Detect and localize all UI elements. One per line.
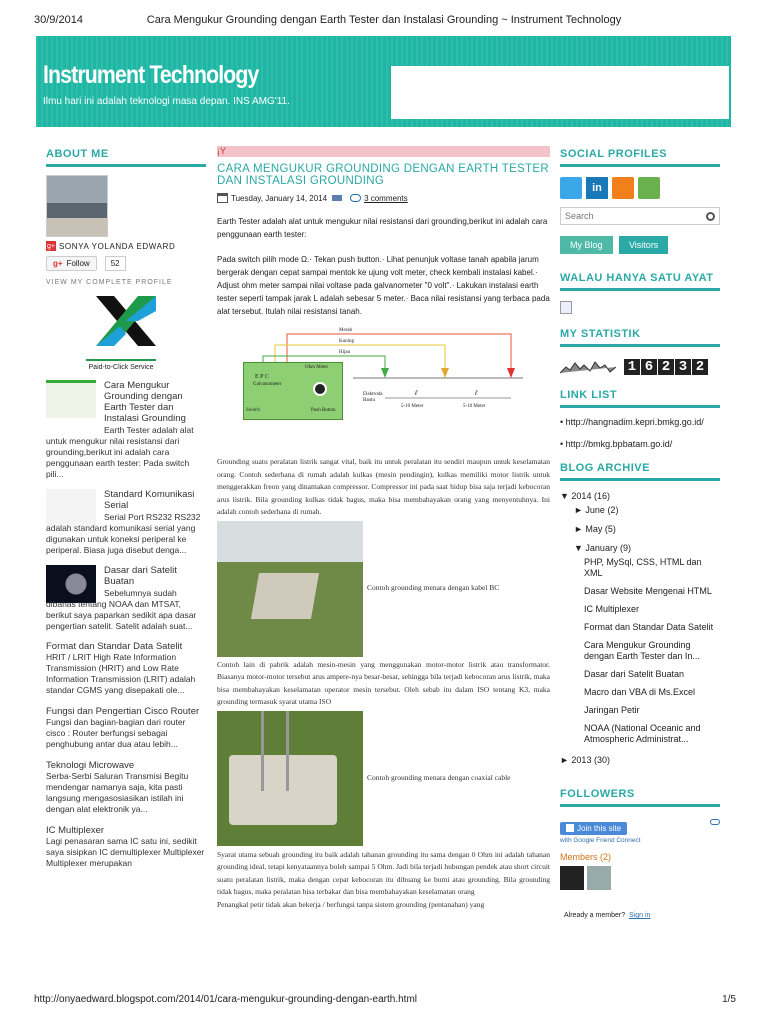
- visitor-counter: [624, 359, 708, 375]
- collapse-arrow-icon[interactable]: ▼: [560, 491, 572, 501]
- popular-post-title[interactable]: Format dan Standar Data Satelit: [46, 641, 183, 652]
- archive-post[interactable]: Macro dan VBA di Ms.Excel: [584, 687, 696, 697]
- counter-digit: 2: [692, 359, 708, 375]
- gplus-icon: g+: [53, 259, 63, 268]
- broken-image-icon: [560, 301, 572, 314]
- archive-month-june[interactable]: June (2): [585, 505, 619, 515]
- join-site-button[interactable]: [560, 822, 627, 835]
- print-url: http://onyaedward.blogspot.com/2014/01/cara-mengukur-grounding-dengan-earth.html: [34, 994, 418, 1005]
- visitor-graph-icon: [560, 357, 616, 377]
- counter-digit: 6: [641, 359, 657, 375]
- tab-visitors[interactable]: Visitors: [619, 236, 668, 254]
- label-epc: E P C: [255, 374, 269, 380]
- post-date: Tuesday, January 14, 2014: [231, 193, 328, 203]
- popular-post[interactable]: [46, 825, 206, 869]
- google-plus-icon: g+: [47, 242, 55, 250]
- popular-post-snippet: Serial Port RS232 RS232 adalah standard komunikasi serial yang digunakan untuk koneksi periperal ke periperal. Biasa juga disebut denga...: [46, 512, 201, 555]
- label-l1: ℓ: [415, 390, 418, 397]
- popular-post-title[interactable]: Dasar dari Satelit Buatan: [104, 565, 177, 587]
- post-paragraph-6: Penangkal petir tidak akan bekerja / berfungsi tanpa sistem grounding (pentanahan) yang: [217, 899, 485, 909]
- join-label: Join this site: [577, 823, 622, 833]
- archive-post[interactable]: IC Multiplexer: [584, 604, 640, 614]
- members-label: Members (2): [560, 852, 612, 862]
- walau-heading: WALAU HANYA SATU AYAT: [560, 272, 720, 291]
- blog-title[interactable]: Instrument Technology: [43, 61, 259, 89]
- post-paragraph-3: Grounding suatu peralatan listrik sangat vital, baik itu untuk peralatan itu sendiri maupun untuk keselamatan orang. Contoh sederhana di rumah adalah kulkas (mesin pendingin), kulkas memiliki motor listrik untuk menggerakkan freon yang dinamakan compressor. Compressor ini pada saat hidup bisa saja terjadi kebocoran arus listrik. Bila grounding kulkas tidak bagus, maka bisa membahayakan orang yang menyentuhnya. Ini adalah contoh sederhana di rumah.: [217, 457, 550, 516]
- label-switch: Switch: [246, 408, 260, 413]
- social-heading: SOCIAL PROFILES: [560, 148, 720, 167]
- label-distance-1: 5-10 Meter: [401, 404, 424, 409]
- popular-post-snippet: Earth Tester adalah alat untuk mengukur nilai resistansi dari grounding,berikut ini adalah cara penggunaan earth tester: Pada switch pili...: [46, 425, 194, 479]
- popular-post-title[interactable]: Cara Mengukur Grounding dengan Earth Tester dan Instalasi Grounding: [104, 380, 186, 424]
- linkedin-icon[interactable]: in: [586, 177, 608, 199]
- link-item[interactable]: http://hangnadim.kepri.bmkg.go.id/: [565, 417, 704, 427]
- rss-icon[interactable]: [612, 177, 634, 199]
- photo-2-caption: Contoh grounding menara dengan coaxial cable: [367, 772, 511, 782]
- blog-description: Ilmu hari ini adalah teknologi masa depan. INS AMG'11.: [43, 96, 290, 107]
- label-distance-2: 5-10 Meter: [463, 404, 486, 409]
- archive-month-may[interactable]: May (5): [585, 524, 616, 534]
- popular-post-snippet: Lagi penasaran sama IC satu ini, sedikit saya sisipkan IC demultiplexer Multiplexer Multiplexer merupakan: [46, 836, 205, 868]
- comments-link[interactable]: 3 comments: [364, 193, 408, 203]
- about-heading: ABOUT ME: [46, 148, 206, 167]
- ohm-dial-icon: [313, 382, 327, 396]
- archive-post[interactable]: Dasar dari Satelit Buatan: [584, 669, 685, 679]
- follow-label: Follow: [66, 259, 90, 268]
- earth-tester-diagram: [243, 328, 528, 428]
- popular-posts: [46, 380, 206, 869]
- label-merah: Merah: [339, 328, 353, 333]
- post-paragraph-4: Contoh lain di pabrik adalah mesin-mesin yang menggunakan motor-motor listrik atau transformator. Biasanya motor-motor tersebut arus ampere-nya besar-besar, sehingga bila terjadi kebocoran arus listrik, maka bisa membahayakan keselamatan operator mesin tersebut. Oleh sebab itu dalam ISO tentang K3, maka grounding termasuk syarat utama ISO: [217, 659, 550, 706]
- left-sidebar: [46, 148, 206, 879]
- archive-post[interactable]: Dasar Website Mengenai HTML: [584, 586, 712, 596]
- post-title[interactable]: CARA MENGUKUR GROUNDING DENGAN EARTH TESTER DAN INSTALASI GROUNDING: [217, 163, 549, 187]
- search-icon[interactable]: [706, 212, 715, 221]
- print-header: [0, 14, 768, 30]
- ptc-label: Paid-to-Click Service: [88, 364, 154, 371]
- link-item[interactable]: http://bmkg.bpbatam.go.id/: [565, 439, 673, 449]
- archive-post[interactable]: Cara Mengukur Grounding dengan Earth Tester dan In...: [584, 640, 700, 661]
- collapse-arrow-icon[interactable]: ▼: [574, 543, 586, 553]
- search-input[interactable]: [565, 211, 685, 221]
- bullet-icon: •: [560, 417, 566, 427]
- post-thumbnail[interactable]: [46, 380, 96, 418]
- right-sidebar: [560, 148, 720, 919]
- follow-button[interactable]: [46, 256, 97, 271]
- popular-post[interactable]: [46, 380, 206, 480]
- popular-post-title[interactable]: Standard Komunikasi Serial: [104, 489, 195, 511]
- expand-arrow-icon[interactable]: ►: [574, 505, 586, 515]
- archive-post[interactable]: NOAA (National Oceanic and Atmospheric Administrat...: [584, 723, 701, 744]
- header-banner: [391, 66, 729, 119]
- label-elektroda: Elektroda Bantu: [363, 392, 383, 403]
- print-title: Cara Mengukur Grounding dengan Earth Tester dan Instalasi Grounding ~ Instrument Technology: [146, 14, 622, 26]
- profile-photo[interactable]: [46, 175, 108, 237]
- archive-year-2013[interactable]: 2013 (30): [571, 755, 610, 765]
- marquee-bar: ¡Y: [217, 146, 550, 157]
- post-steps: Pada switch pilih mode Ω.· Tekan push button.· Lihat penunjuk voltase tanah apabila jarum bergerak dengan cepat sampai mentok ke ujung volt meter, check kembali instalasi kabel.· Adjust ohm meter sampai nilai voltase pada galvanometer "0 volt".· Lakukan instalasi earth tester seperti tampak jarak L adalah sebesar 5 meter.· Baca nilai resistansi yang terbaca pada alat tersebut. Itulah nilai resistansi tanah.: [217, 255, 550, 316]
- label-ohm-meter: Ohm Meter: [305, 365, 329, 370]
- statistik-heading: MY STATISTIK: [560, 328, 720, 347]
- counter-digit: 2: [658, 359, 674, 375]
- followers-heading: FOLLOWERS: [560, 788, 720, 807]
- expand-arrow-icon[interactable]: ►: [574, 524, 586, 534]
- popular-post[interactable]: [46, 489, 206, 556]
- label-kuning: Kuning: [339, 339, 354, 344]
- twitter-icon[interactable]: [560, 177, 582, 199]
- member-avatar[interactable]: [560, 866, 584, 890]
- profile-name[interactable]: SONYA YOLANDA EDWARD: [59, 241, 176, 251]
- tower-grounding-photo-1[interactable]: [217, 521, 363, 657]
- expand-arrow-icon[interactable]: ►: [560, 755, 572, 765]
- ptc-logo-icon: [86, 296, 166, 354]
- label-push-button: Push Button: [311, 408, 336, 413]
- print-date: 30/9/2014: [34, 14, 83, 26]
- gfc-icon: [566, 824, 574, 832]
- sign-in-link[interactable]: Sign in: [629, 912, 651, 919]
- archive-heading: BLOG ARCHIVE: [560, 462, 720, 481]
- popular-post[interactable]: [46, 565, 206, 632]
- popular-post-title[interactable]: IC Multiplexer: [46, 825, 105, 836]
- popular-post-snippet: HRIT / LRIT High Rate Information Transmission (HRIT) and Low Rate Information Transmission (LRIT) adalah standar CGMS yang disepakati ole...: [46, 652, 196, 695]
- popular-post[interactable]: [46, 706, 206, 750]
- archive-post[interactable]: Format dan Standar Data Satelit: [584, 622, 714, 632]
- view-profile-link[interactable]: VIEW MY COMPLETE PROFILE: [46, 279, 173, 286]
- archive-post[interactable]: Jaringan Petir: [584, 705, 640, 715]
- tab-my-blog[interactable]: My Blog: [560, 236, 613, 254]
- post-main: [217, 146, 550, 911]
- photo-1-caption: Contoh grounding menara dengan kabel BC: [367, 583, 500, 593]
- post-paragraph-5: Syarat utama sebuah grounding itu baik adalah tahanan grounding itu sama dengan 0 Ohm ini adalah tahanan grounding ideal, tetapi kenyataannya boleh sampai 5 Ohm. Jadi bila terjadi hubungan pendek atau short circuit suatu peralatan listrik, maka dengan cepat kebocoran itu dibuang ke bumi atau grounding. Bila grounding tidak bagus, maka peralatan bisa terbakar dan bisa membahayakan keselamatan orang: [217, 849, 550, 896]
- archive-year-2014[interactable]: 2014 (16): [571, 491, 610, 501]
- bullet-icon: •: [560, 439, 566, 449]
- post-intro: Earth Tester adalah alat untuk mengukur nilai resistansi dari grounding,berikut ini adalah cara penggunaan earth tester:: [217, 217, 548, 239]
- label-icon: [332, 195, 342, 201]
- label-l2: ℓ: [475, 390, 478, 397]
- email-icon[interactable]: [638, 177, 660, 199]
- blog-header: [36, 36, 731, 127]
- popular-post-title[interactable]: Fungsi dan Pengertian Cisco Router: [46, 706, 200, 717]
- member-avatar[interactable]: [587, 866, 611, 890]
- counter-digit: 3: [675, 359, 691, 375]
- counter-digit: 1: [624, 359, 640, 375]
- popular-post-snippet: Sebelumnya sudah dibahas tentang NOAA dan MTSAT, berikut saya paparkan sedikit apa dasar pengertian satelit. Satelit adalah suat...: [46, 588, 197, 631]
- follower-count: 52: [105, 256, 126, 271]
- gfc-label: with Google Friend Connect: [560, 837, 641, 844]
- popular-post[interactable]: [46, 641, 206, 696]
- label-hijau: Hijau: [339, 350, 351, 355]
- linklist-heading: LINK LIST: [560, 389, 720, 408]
- followers-link-icon[interactable]: [710, 819, 720, 825]
- comment-icon: [350, 194, 361, 202]
- popular-post-snippet: Fungsi dan bagian-bagian dari router cisco : Router berfungsi sebagai penghubung antar dua atau lebih...: [46, 717, 186, 749]
- calendar-icon: [217, 193, 228, 203]
- tower-grounding-photo-2[interactable]: [217, 711, 363, 846]
- print-page: 1/5: [722, 994, 736, 1005]
- label-galvanometer: Galvanometer: [253, 382, 282, 387]
- popular-post[interactable]: [46, 760, 206, 815]
- archive-month-january[interactable]: January (9): [585, 543, 631, 553]
- popular-post-title[interactable]: Teknologi Microwave: [46, 760, 135, 771]
- archive-post[interactable]: PHP, MySql, CSS, HTML dan XML: [584, 557, 702, 578]
- ptc-banner[interactable]: [86, 296, 166, 371]
- already-member-label: Already a member?: [564, 912, 626, 919]
- popular-post-snippet: Serba-Serbi Saluran Transmisi Begitu mendengar namanya saja, kita pasti langsung mengasosiasikan istilah ini dengan alat elektronik ya...: [46, 771, 189, 814]
